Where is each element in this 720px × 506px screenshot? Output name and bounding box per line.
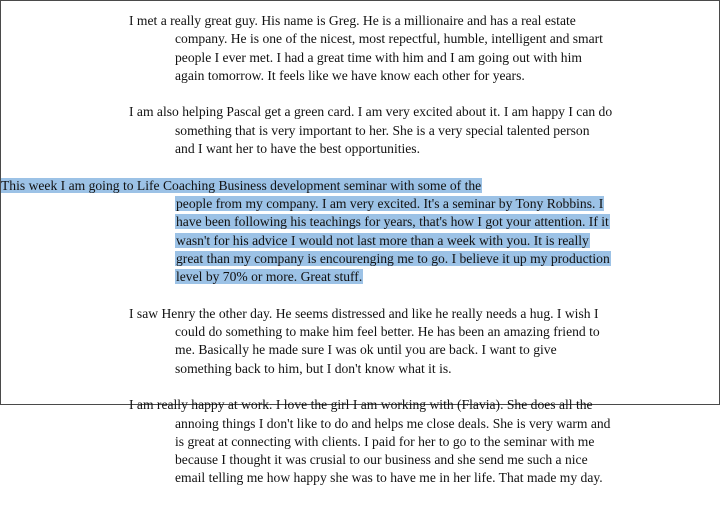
text-line: email telling me how happy she was to have me in her life. That made my day. [175, 470, 603, 486]
paragraph-henry [129, 305, 599, 378]
text-line: again tomorrow. It feels like we have know each other for years. [175, 67, 525, 83]
selection-highlight: This week I am going to Life Coaching Business development seminar with some of the [1, 177, 482, 193]
text-line: could do something to make him feel better. He has been an amazing friend to [175, 324, 600, 340]
selection-highlight: have been following his teachings for years, that's how I got your attention. If it [176, 214, 609, 230]
paragraph-pascal [129, 103, 613, 158]
text-line: annoing things I don't like to do and helps me close deals. She is very warm and [175, 415, 611, 431]
text-line-selected[interactable] [129, 213, 609, 231]
text-line-selected[interactable] [129, 195, 604, 213]
text-line: because I thought it was crusial to our business and she send me such a nice [175, 452, 588, 468]
text-line: is great at connecting with clients. I paid for her to go to the seminar with me [175, 433, 595, 449]
text-line: people I ever met. I had a great time with him and I am going out with him [175, 49, 582, 65]
text-line: I am really happy at work. I love the girl I am working with (Flavia). She does all the [129, 397, 593, 413]
selection-highlight: great than my company is encourenging me to go. I believe it up my production [176, 250, 610, 266]
text-line-selected[interactable] [129, 250, 610, 268]
text-line: company. He is one of the nicest, most repectful, humble, intelligent and smart [175, 31, 603, 47]
paragraph-greg [129, 12, 603, 85]
text-line: I am also helping Pascal get a green card. I am very excited about it. I am happy I can do [129, 104, 613, 120]
text-line: something back to him, but I don't know what it is. [175, 360, 452, 376]
selection-highlight: level by 70% or more. Great stuff. [176, 269, 363, 285]
text-line-selected[interactable] [129, 232, 599, 250]
selection-highlight: people from my company. I am very excited. It's a seminar by Tony Robbins. I [176, 195, 604, 211]
document-body [1, 12, 613, 506]
text-line-selected[interactable] [1, 177, 599, 195]
selection-highlight: wasn't for his advice I would not last more than a week with you. It is really [176, 232, 589, 248]
text-line: and I want her to have the best opportunities. [175, 141, 420, 157]
paragraph-work [129, 396, 611, 487]
text-line: I saw Henry the other day. He seems distressed and like he really needs a hug. I wish I [129, 305, 599, 321]
text-line: something that is very important to her. She is a very special talented person [175, 122, 590, 138]
text-line: I met a really great guy. His name is Greg. He is a millionaire and has a real estate [129, 13, 576, 28]
paragraph-seminar-selected[interactable] [1, 177, 610, 287]
text-line: me. Basically he made sure I was ok until you are back. I want to give [175, 342, 557, 358]
text-line-selected[interactable] [129, 268, 599, 286]
